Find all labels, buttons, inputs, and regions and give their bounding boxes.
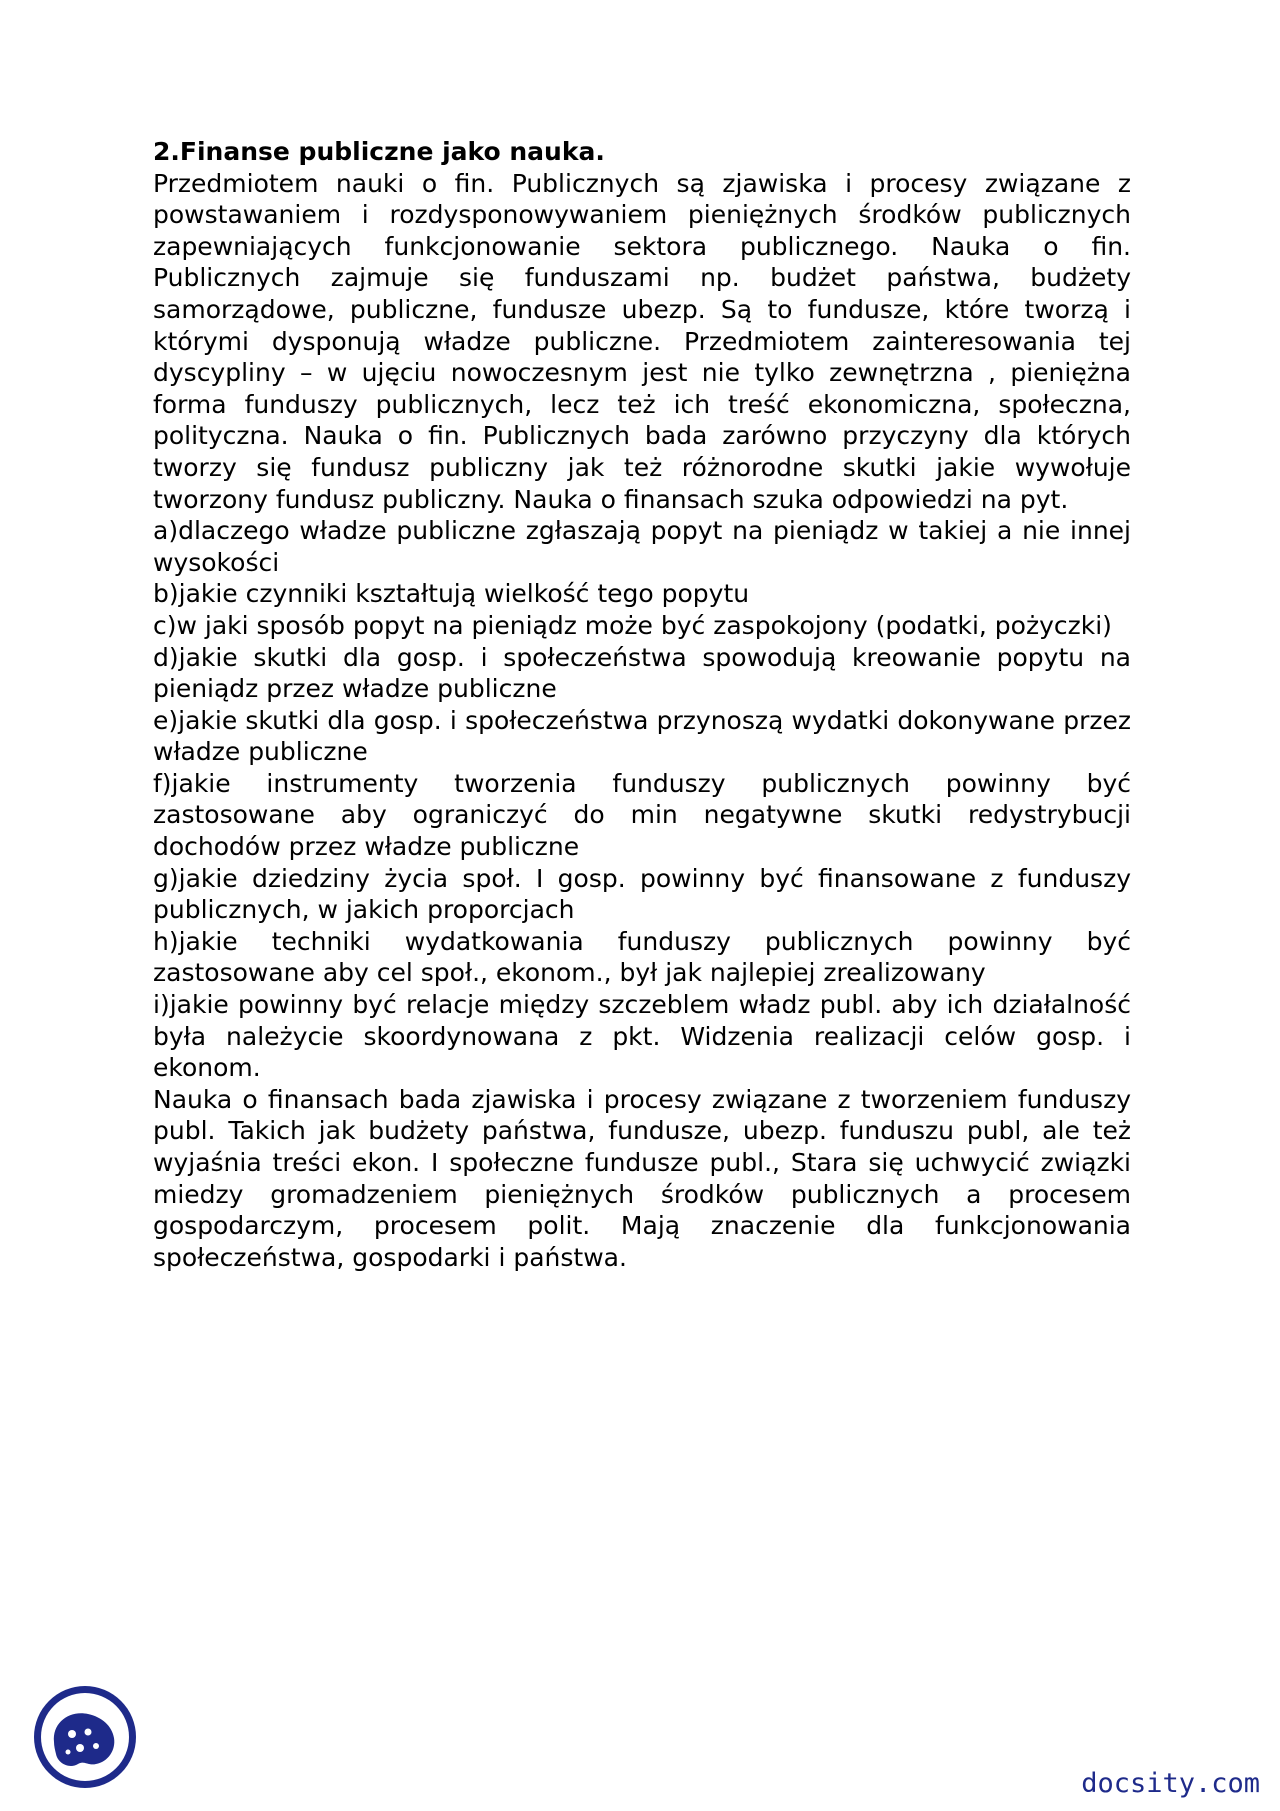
document-body	[153, 136, 1131, 1273]
docsity-logo-icon	[32, 1684, 138, 1790]
list-item-a: a)dlaczego władze publiczne zgłaszają popyt na pieniądz w takiej a nie innej wysokości	[153, 516, 1131, 577]
list-item-d: d)jakie skutki dla gosp. i społeczeństwa spowodują kreowanie popytu na pieniądz przez władze publiczne	[153, 642, 1131, 704]
document-heading: 2.Finanse publiczne jako nauka.	[153, 137, 605, 166]
docsity-logo-svg	[32, 1684, 138, 1790]
docsity-brand-text[interactable]: docsity.com	[1081, 1768, 1260, 1799]
list-item-f: f)jakie instrumenty tworzenia funduszy publicznych powinny być zastosowane aby ograniczyć do min negatywne skutki redystrybucji dochodów przez władze publiczne	[153, 768, 1131, 862]
list-item-i: i)jakie powinny być relacje między szczeblem władz publ. aby ich działalność była należycie skoordynowana z pkt. Widzenia realizacji celów gosp. i ekonom.	[153, 990, 1131, 1083]
list-item-g: g)jakie dziedziny życia społ. I gosp. powinny być finansowane z funduszy publicznych, w jakich proporcjach	[153, 863, 1131, 925]
list-item-b: b)jakie czynniki kształtują wielkość tego popytu	[153, 579, 750, 609]
paragraph-intro: Przedmiotem nauki o fin. Publicznych są zjawiska i procesy związane z powstawaniem i rozdysponowywaniem pieniężnych środków publicznych zapewniających funkcjonowanie sektora publicznego. Nauka o fin. Publicznych zajmuje się funduszami np. budżet państwa, budżety samorządowe, publiczne, fundusze ubezp. Są to fundusze, które tworzą i którymi dysponują władze publiczne. Przedmiotem zainteresowania tej dyscypliny – w ujęciu nowoczesnym jest nie tylko zewnętrzna , pieniężna forma funduszy publicznych, lecz też ich treść ekonomiczna, społeczna, polityczna. Nauka o fin. Publicznych bada zarówno przyczyny dla których tworzy się fundusz publiczny jak też różnorodne skutki jakie wywołuje tworzony fundusz publiczny. Nauka o finansach szuka odpowiedzi na pyt.	[153, 168, 1131, 514]
list-item-c: c)w jaki sposób popyt na pieniądz może być zaspokojony (podatki, pożyczki)	[153, 610, 1112, 640]
list-item-h: h)jakie techniki wydatkowania funduszy publicznych powinny być zastosowane aby cel społ., ekonom., był jak najlepiej zrealizowany	[153, 926, 1131, 988]
list-item-e: e)jakie skutki dla gosp. i społeczeństwa przynoszą wydatki dokonywane przez władze publiczne	[153, 705, 1131, 767]
paragraph-closing: Nauka o finansach bada zjawiska i procesy związane z tworzeniem funduszy publ. Takich jak budżety państwa, fundusze, ubezp. funduszu publ, ale też wyjaśnia treści ekon. I społeczne fundusze publ., Stara się uchwycić związki miedzy gromadzeniem pieniężnych środków publicznych a procesem gospodarczym, procesem polit. Mają znaczenie dla funkcjonowania społeczeństwa, gospodarki i państwa.	[153, 1084, 1131, 1272]
